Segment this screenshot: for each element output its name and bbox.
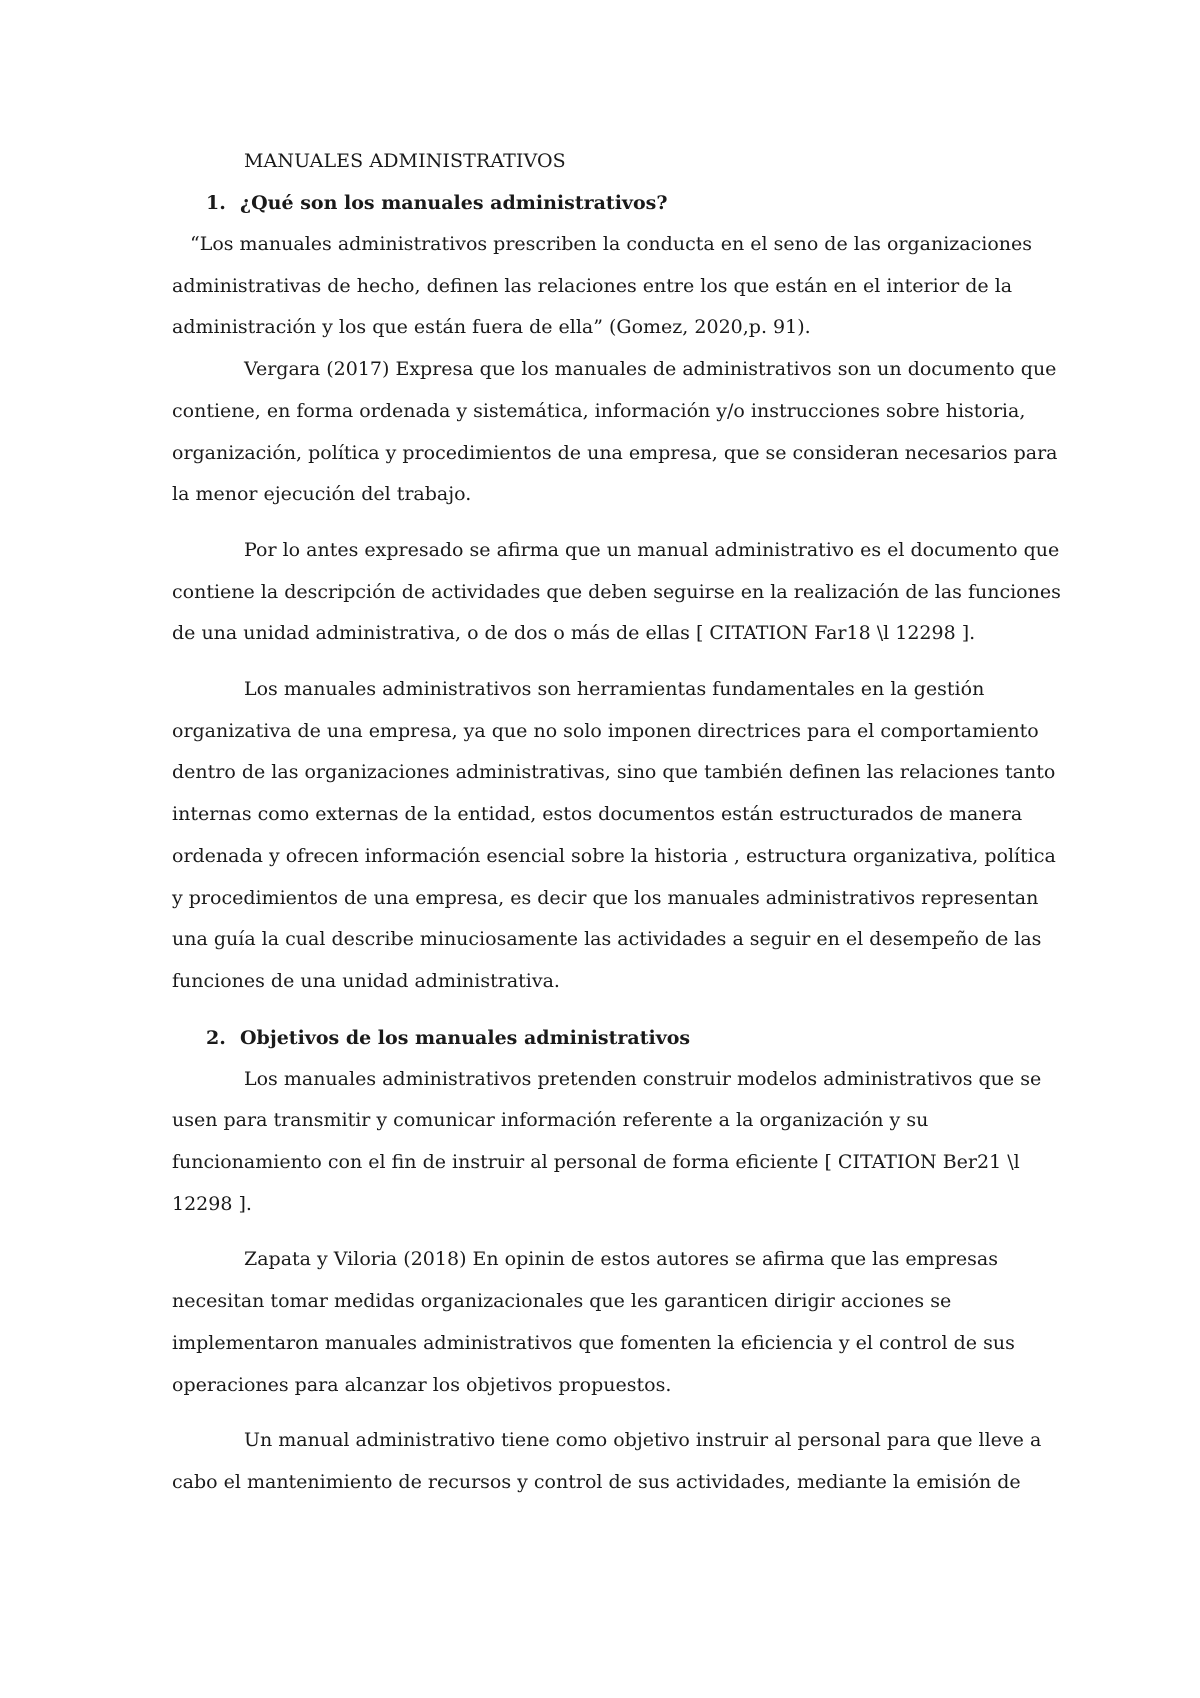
paragraph-vergara: Vergara (2017) Expresa que los manuales de administrativos son un documento que contiene, en forma ordenada y sistemática, información y/o instrucciones sobre historia, organización, política y procedimientos de una empresa, que se consideran necesarios para la menor ejecución del trabajo.	[172, 358, 1058, 506]
paragraph-quote-text: “Los manuales administrativos prescriben la conducta en el seno de las organizaciones administrativas de hecho, definen las relaciones entre los que están en el interior de la administración y los que están fuera de ella” (Gomez, 2020,p. 91).	[172, 233, 1032, 339]
section-heading-2	[172, 1017, 1062, 1059]
paragraph-zapata: Zapata y Viloria (2018) En opinin de estos autores se afirma que las empresas necesitan tomar medidas organizacionales que les garanticen dirigir acciones se implementaron manuales administrativos que fomenten la eficiencia y el control de sus operaciones para alcanzar los objetivos propuestos.	[172, 1248, 1015, 1396]
paragraph-definition: Por lo antes expresado se afirma que un manual administrativo es el documento que contiene la descripción de actividades que deben seguirse en la realización de las funciones de una unidad administrativa, o de dos o más de ellas [ CITATION Far18 \l 12298 ].	[172, 538, 1061, 645]
section-heading-1	[172, 182, 1062, 224]
paragraph-quote	[172, 224, 1062, 349]
document-title: MANUALES ADMINISTRATIVOS	[244, 150, 566, 172]
section-heading-text-2: Objetivos de los manuales administrativos	[240, 1026, 691, 1049]
paragraph-summary: Los manuales administrativos son herramientas fundamentales en la gestión organizativa de una empresa, ya que no solo imponen directrices para el comportamiento dentro de las organizaciones administrativas, sino que también definen las relaciones tanto internas como externas de la entidad, estos documentos están estructurados de manera ordenada y ofrecen información esencial sobre la historia , estructura organizativa, política y procedimientos de una empresa, es decir que los manuales administrativos representan una guía la cual describe minuciosamente las actividades a seguir en el desempeño de las funciones de una unidad administrativa.	[172, 678, 1056, 992]
paragraph-objectives: Los manuales administrativos pretenden construir modelos administrativos que se usen para transmitir y comunicar información referente a la organización y su funcionamiento con el fin de instruir al personal de forma eficiente [ CITATION Ber21 \l 12298 ].	[172, 1067, 1042, 1215]
section-heading-text-1: ¿Qué son los manuales administrativos?	[240, 192, 668, 214]
document-body	[172, 140, 1062, 1504]
section-number-2: 2.	[206, 1026, 226, 1049]
paragraph-instruction: Un manual administrativo tiene como objetivo instruir al personal para que lleve a cabo el mantenimiento de recursos y control de sus actividades, mediante la emisión de	[172, 1429, 1042, 1493]
section-number-1: 1.	[206, 192, 226, 214]
